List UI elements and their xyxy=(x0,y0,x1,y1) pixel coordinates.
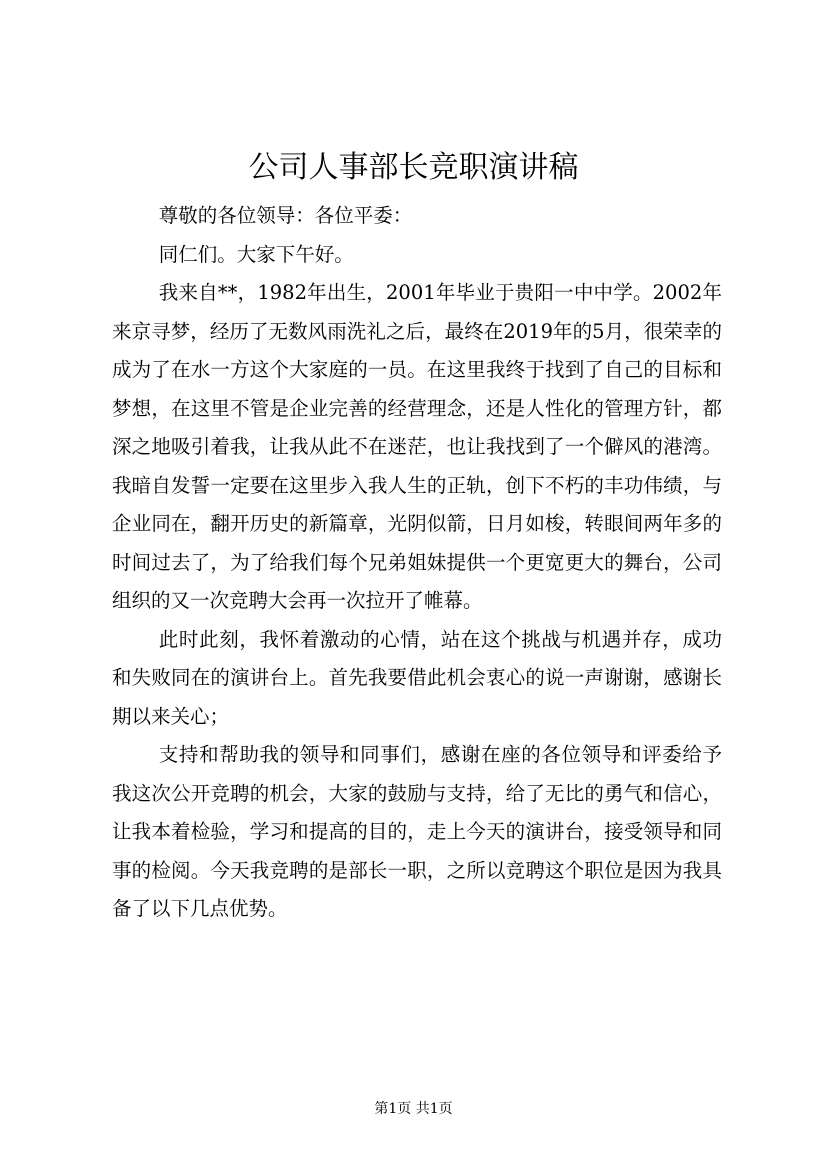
paragraph-introduction: 我来自**，1982年出生，2001年毕业于贵阳一中中学。2002年来京寻梦，经历了无数风雨洗礼之后，最终在2019年的5月，很荣幸的成为了在水一方这个大家庭的一员。在这里我终于找到了自己的目标和梦想，在这里不管是企业完善的经营理念，还是人性化的管理方针，都深之地吸引着我，让我从此不在迷茫，也让我找到了一个僻风的港湾。我暗自发誓一定要在这里步入我人生的正轨，创下不朽的丰功伟绩，与企业同在，翻开历史的新篇章，光阴似箭，日月如梭，转眼间两年多的时间过去了，为了给我们每个兄弟姐妹提供一个更宽更大的舞台，公司组织的又一次竞聘大会再一次拉开了帷幕。 xyxy=(112,281,722,612)
paragraph-greeting: 同仁们。大家下午好。 xyxy=(158,242,354,266)
page-footer: 第1页 共1页 xyxy=(374,1101,453,1117)
paragraph-candidacy: 支持和帮助我的领导和同事们，感谢在座的各位领导和评委给予我这次公开竞聘的机会，大家的鼓励与支持，给了无比的勇气和信心，让我本着检验，学习和提高的目的，走上今天的演讲台，接受领导和同事的检阅。今天我竞聘的是部长一职，之所以竞聘这个职位是因为我具备了以下几点优势。 xyxy=(112,743,722,920)
paragraph-salutation: 尊敬的各位领导：各位平委： xyxy=(158,204,413,227)
document-title: 公司人事部长竞职演讲稿 xyxy=(248,150,579,185)
paragraph-gratitude: 此时此刻，我怀着激动的心情，站在这个挑战与机遇并存，成功和失败同在的演讲台上。首先我要借此机会衷心的说一声谢谢，感谢长期以来关心； xyxy=(112,627,722,728)
document-body xyxy=(112,197,722,929)
